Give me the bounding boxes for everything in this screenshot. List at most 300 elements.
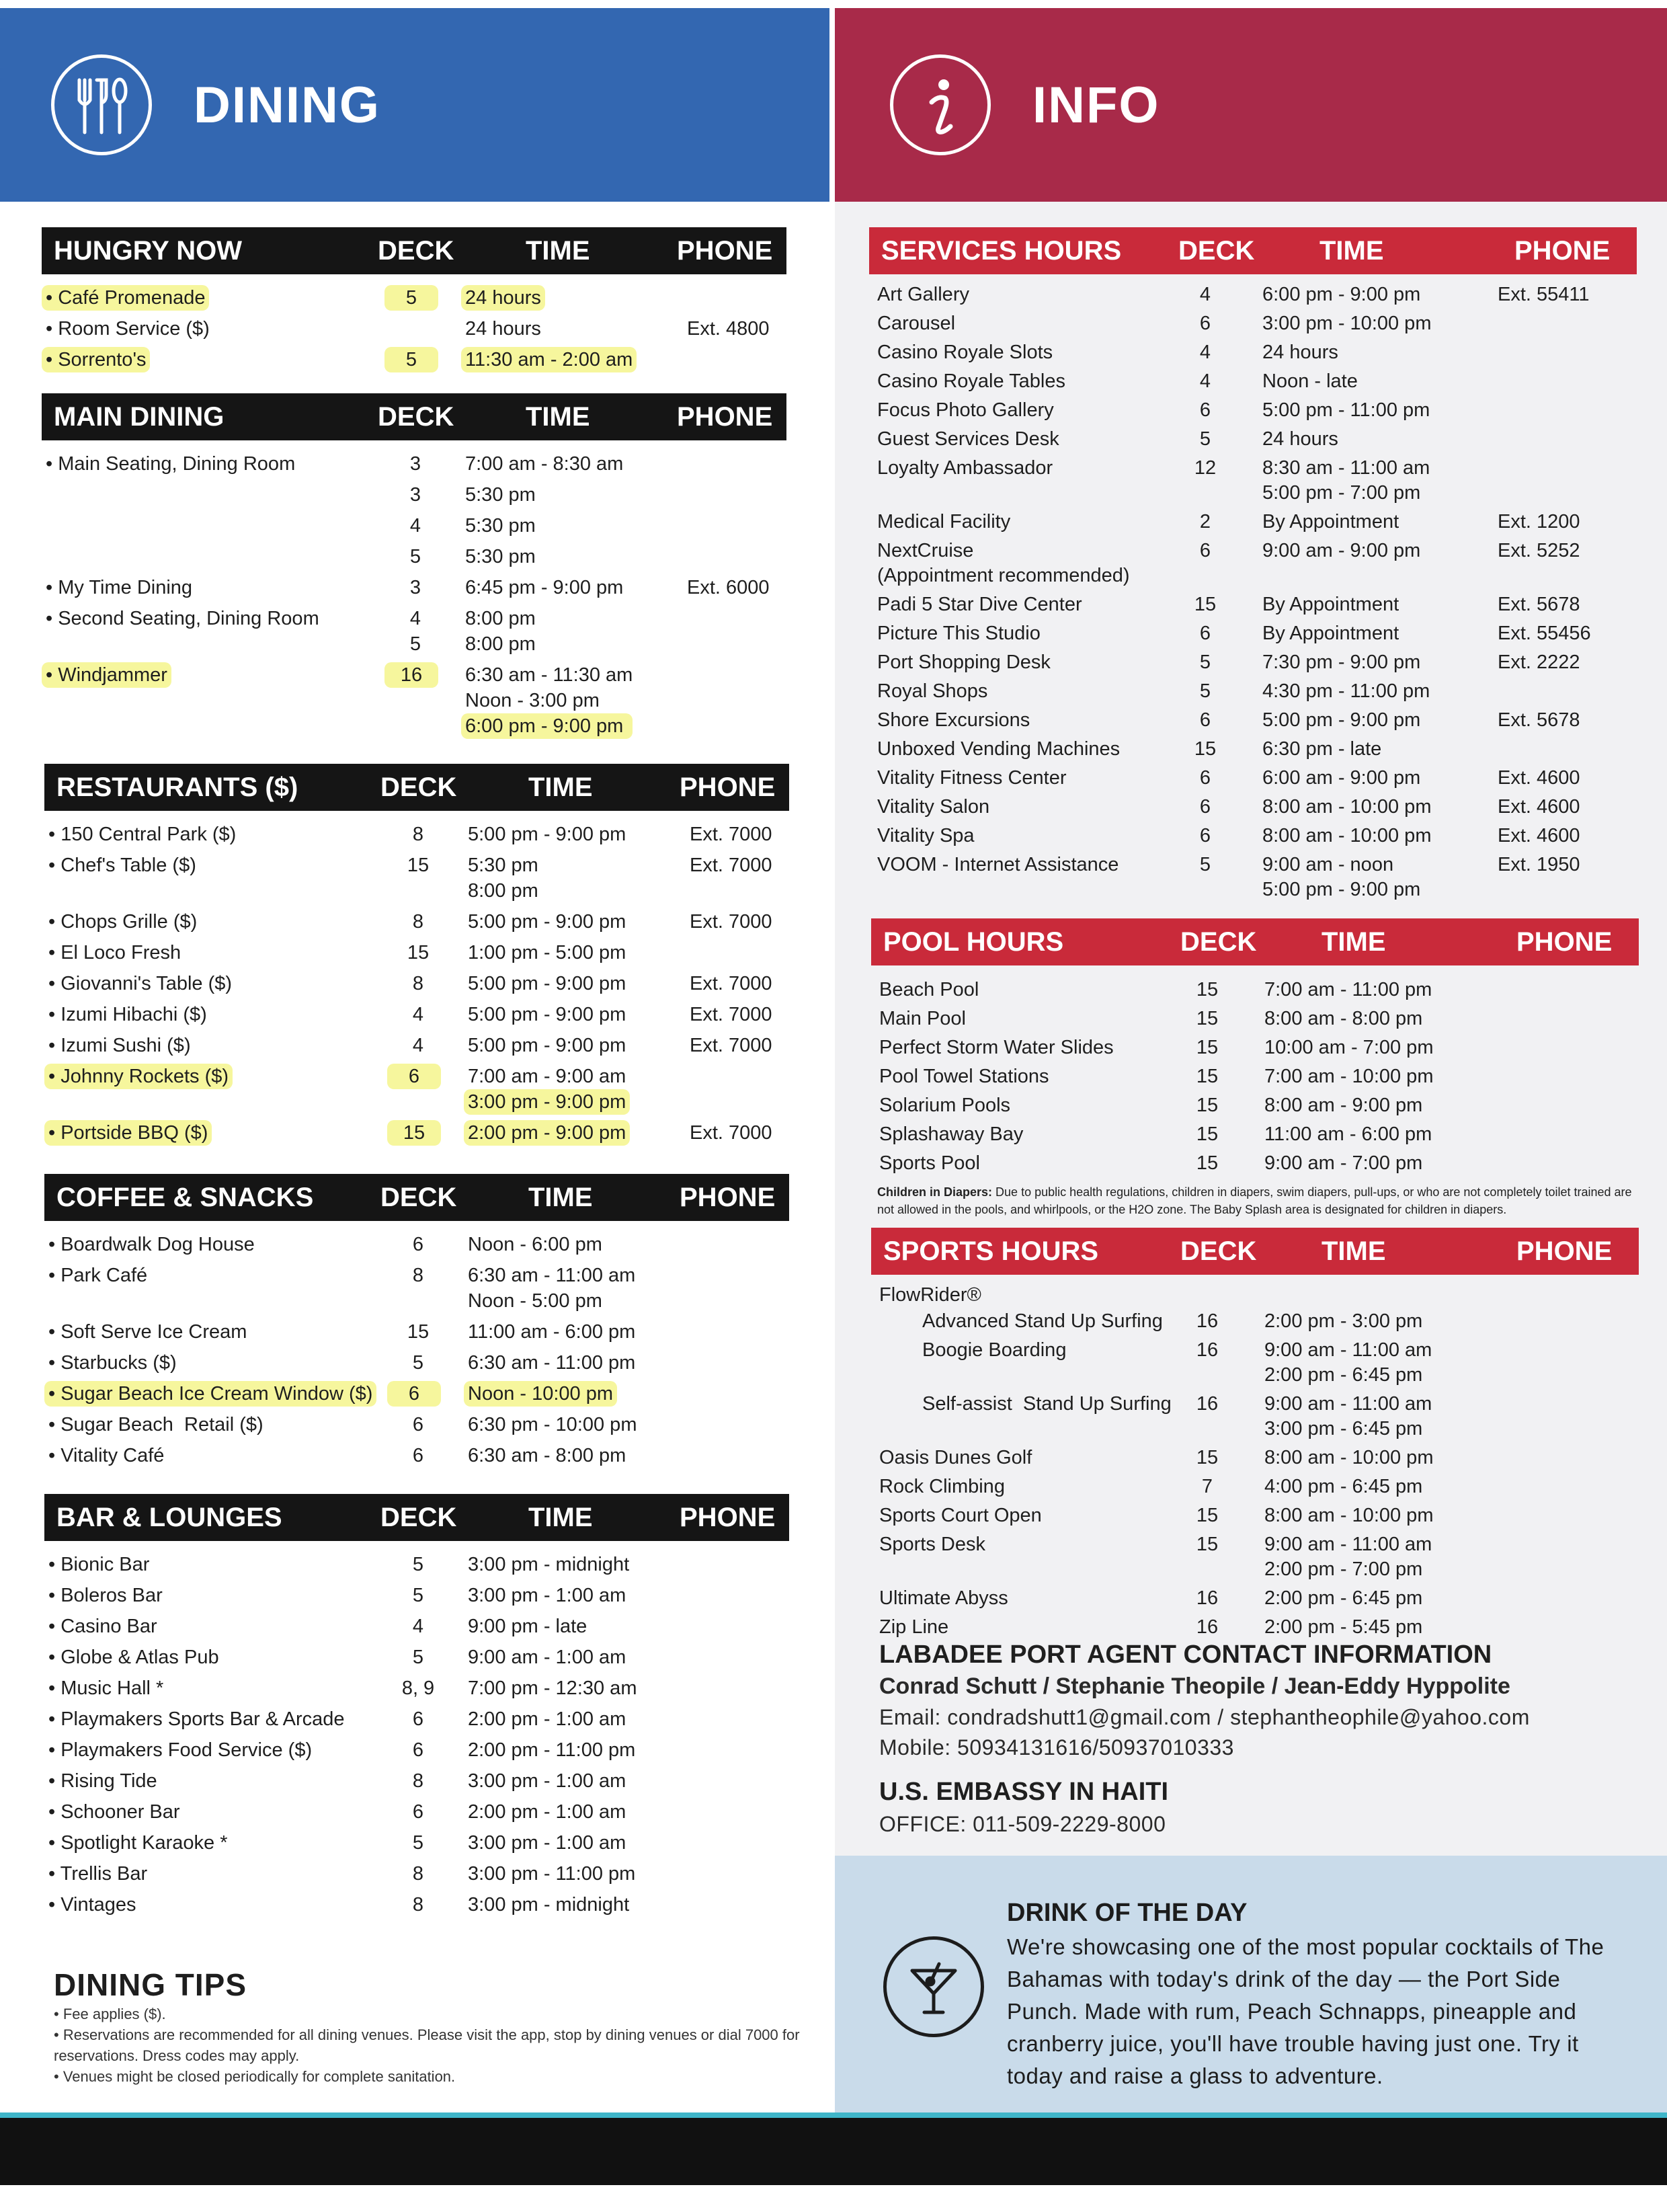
row-name: Casino Royale Tables (877, 370, 1065, 392)
row-phone: Ext. 7000 (690, 824, 772, 845)
row-deck: 8 (412, 973, 424, 994)
row-name: • Izumi Hibachi ($) (48, 1004, 207, 1025)
time-line: 11:30 am - 2:00 am (461, 347, 637, 372)
time-line: 24 hours (465, 318, 541, 340)
time-line: 6:45 pm - 9:00 pm (465, 577, 624, 598)
table-row (42, 606, 786, 657)
row-name: • Trellis Bar (48, 1863, 148, 1885)
row-time (1262, 766, 1420, 791)
row-deck: 6 (412, 1445, 424, 1466)
table-row (44, 1675, 789, 1701)
time-line: 6:30 am - 8:00 pm (468, 1445, 626, 1466)
table-row (869, 427, 1637, 452)
drink-of-the-day (835, 1856, 1667, 2112)
time-line: 2:00 pm - 5:45 pm (1264, 1616, 1423, 1638)
row-deck: 6 (387, 1381, 441, 1407)
row-name: • Playmakers Sports Bar & Arcade (48, 1708, 345, 1730)
embassy-title: U.S. EMBASSY IN HAITI (879, 1778, 1169, 1806)
row-name: • 150 Central Park ($) (48, 824, 237, 845)
table-row (44, 1799, 789, 1825)
cocktail-icon (883, 1936, 984, 2037)
row-time (1264, 1586, 1422, 1611)
row-time (468, 1830, 626, 1856)
header-cell: PHONE (677, 401, 773, 432)
time-line: 6:00 pm - 9:00 pm (1262, 284, 1421, 305)
time-line: 8:00 pm (468, 880, 538, 902)
row-deck: 16 (1196, 1339, 1219, 1361)
row-time (1264, 1446, 1433, 1470)
table-row (871, 1035, 1639, 1060)
row-time (1262, 824, 1431, 848)
row-phone: Ext. 4600 (1498, 825, 1580, 846)
row-deck: 8 (412, 1265, 424, 1286)
row-deck: 15 (1196, 1152, 1219, 1174)
row-deck: 16 (1196, 1310, 1219, 1332)
row-name: • Boardwalk Dog House (48, 1234, 255, 1255)
row-phone: Ext. 5678 (1498, 709, 1580, 731)
row-deck: 8, 9 (401, 1677, 435, 1699)
row-deck: 3 (409, 577, 421, 598)
table-row (871, 978, 1639, 1002)
footer-bar (0, 2118, 1667, 2185)
time-line: 5:00 pm - 9:00 pm (468, 824, 626, 845)
table-row (42, 316, 786, 342)
row-deck: 15 (387, 1120, 441, 1146)
row-time (468, 1350, 635, 1376)
table-row (871, 1446, 1639, 1470)
row-name: • El Loco Fresh (48, 942, 181, 963)
table-row (869, 621, 1637, 646)
row-time (468, 909, 626, 935)
table-row (44, 1830, 789, 1856)
table-row (42, 285, 786, 311)
info-title: INFO (1032, 76, 1160, 134)
row-name: • Sugar Beach Ice Cream Window ($) (44, 1381, 376, 1407)
children-note-text: Due to public health regulations, children in diapers, swim diapers, pull-ups, or who are not completely toilet trained are not allowed in the pools, and whirlpools, or the H2O zone. The Baby Splash area is designated for children in diapers. (877, 1185, 1632, 1216)
row-name: • Sugar Beach Retail ($) (48, 1414, 263, 1435)
row-time (1262, 340, 1338, 365)
table-row (871, 1392, 1639, 1441)
row-deck: 8 (412, 1863, 424, 1885)
row-time (1264, 1309, 1422, 1334)
header-cell: TIME (1322, 1236, 1386, 1266)
table-row (44, 1645, 789, 1670)
row-name: • Vitality Café (48, 1445, 165, 1466)
row-name: Oasis Dunes Golf (879, 1447, 1032, 1468)
row-time (468, 1768, 626, 1794)
time-line: 3:00 pm - 1:00 am (468, 1585, 626, 1606)
row-time (1264, 1122, 1432, 1147)
row-deck: 16 (1196, 1393, 1219, 1415)
row-phone: Ext. 55411 (1498, 284, 1590, 305)
row-deck: 15 (407, 1321, 430, 1343)
labadee-email: Email: condradshutt1@gmail.com / stephantheophile@yahoo.com (879, 1705, 1530, 1729)
row-deck: 15 (1196, 1066, 1219, 1087)
row-name: • Windjammer (42, 662, 171, 688)
tip-item: • Fee applies ($). (54, 2006, 166, 2022)
services-section (869, 227, 1637, 902)
table-row (44, 1120, 789, 1146)
row-name: Splashaway Bay (879, 1123, 1024, 1145)
table-row (869, 311, 1637, 336)
time-line: 3:00 pm - midnight (468, 1554, 630, 1575)
table-row (44, 940, 789, 965)
time-line: 6:00 am - 9:00 pm (1262, 767, 1421, 789)
header-cell: POOL HOURS (883, 926, 1064, 957)
drink-text: We're showcasing one of the most popular cocktails of The Bahamas with today's drink of the day — the Port Side Punch. Made with rum, Peach Schnapps, pineapple and cranberry juice, you'll have trouble having just one. Try it today and raise a glass to adventure. (1007, 1934, 1604, 2088)
header-cell: DECK (378, 235, 454, 266)
row-time (1262, 650, 1420, 675)
flowrider-label: FlowRider® (879, 1284, 981, 1306)
time-line: 2:00 pm - 1:00 am (468, 1708, 626, 1730)
row-deck: 5 (384, 347, 438, 372)
time-line: 8:30 am - 11:00 am (1262, 457, 1430, 479)
row-time (1262, 398, 1430, 423)
table-row (44, 1412, 789, 1437)
row-time (465, 316, 541, 342)
header-cell: SPORTS HOURS (883, 1236, 1099, 1266)
table-row (44, 822, 789, 847)
footer-margin (0, 2185, 1667, 2212)
table-row (871, 1503, 1639, 1528)
row-time (468, 1614, 587, 1639)
row-name: • Casino Bar (48, 1616, 157, 1637)
time-line: Noon - 6:00 pm (468, 1234, 602, 1255)
time-line: 5:00 pm - 9:00 pm (1262, 709, 1421, 731)
table-row (44, 1002, 789, 1027)
row-name: Self-assist Stand Up Surfing (922, 1393, 1172, 1415)
time-line: 6:30 am - 11:00 pm (468, 1352, 636, 1374)
table-row (44, 1064, 789, 1115)
time-line: 2:00 pm - 1:00 am (468, 1801, 626, 1823)
header-cell: TIME (528, 1182, 593, 1212)
row-name: Padi 5 Star Dive Center (877, 594, 1082, 615)
time-line: 7:00 am - 8:30 am (465, 453, 624, 475)
time-line: 10:00 am - 7:00 pm (1264, 1037, 1434, 1058)
table-row (44, 1232, 789, 1257)
row-name: Pool Towel Stations (879, 1066, 1049, 1087)
row-time (468, 1645, 626, 1670)
row-time (468, 1412, 637, 1437)
row-time (1264, 1338, 1432, 1388)
time-line: 5:00 pm - 11:00 pm (1262, 399, 1430, 421)
time-line: 9:00 am - 1:00 am (468, 1647, 626, 1668)
row-name: Focus Photo Gallery (877, 399, 1054, 421)
row-time (1262, 592, 1399, 617)
time-line: 8:00 am - 9:00 pm (1264, 1095, 1423, 1116)
row-name: Unboxed Vending Machines (877, 738, 1121, 760)
time-line: 8:00 am - 8:00 pm (1264, 1008, 1423, 1029)
time-line: Noon - late (1262, 370, 1358, 392)
time-line: 8:00 pm (465, 633, 536, 655)
time-line: 2:00 pm - 9:00 pm (464, 1120, 630, 1146)
row-time (468, 1002, 626, 1027)
time-line: Noon - 10:00 pm (464, 1381, 617, 1407)
table-row (44, 1737, 789, 1763)
header-cell: PHONE (680, 1502, 776, 1532)
time-line: 2:00 pm - 11:00 pm (468, 1739, 636, 1761)
time-line: 9:00 am - 11:00 am (1264, 1534, 1432, 1555)
row-deck: 5 (412, 1352, 424, 1374)
row-name: NextCruise (Appointment recommended) (877, 540, 1130, 586)
time-line: 5:00 pm - 9:00 pm (468, 911, 626, 933)
row-deck: 15 (407, 855, 430, 876)
table-row (44, 1350, 789, 1376)
table-row (869, 708, 1637, 733)
table-row (42, 513, 786, 539)
table-row (42, 575, 786, 600)
row-time (1262, 737, 1381, 762)
row-deck: 4 5 (409, 608, 421, 655)
table-row (42, 451, 786, 477)
row-time (1262, 708, 1420, 733)
sports-section (871, 1228, 1639, 1640)
info-icon (890, 54, 991, 155)
time-line: 9:00 pm - late (468, 1616, 587, 1637)
row-time (468, 1737, 635, 1763)
row-deck: 16 (384, 662, 438, 688)
row-time (1264, 1392, 1432, 1441)
row-deck: 7 (1201, 1476, 1213, 1497)
row-name: VOOM - Internet Assistance (877, 854, 1119, 875)
row-time (465, 575, 623, 600)
children-note-label: Children in Diapers: (877, 1185, 993, 1199)
time-line: By Appointment (1262, 511, 1399, 532)
time-line: 9:00 am - 7:00 pm (1264, 1152, 1423, 1174)
row-deck: 8 (412, 1770, 424, 1792)
table-row (871, 1006, 1639, 1031)
table-row (44, 909, 789, 935)
row-name: Port Shopping Desk (877, 651, 1051, 673)
coffee-header (44, 1174, 789, 1221)
row-deck: 8 (412, 911, 424, 933)
row-time (465, 451, 623, 477)
row-phone: Ext. 55456 (1498, 623, 1591, 644)
row-name: • Spotlight Karaoke * (48, 1832, 228, 1854)
row-name: • Izumi Sushi ($) (48, 1035, 191, 1056)
pool-section (871, 918, 1639, 1176)
time-line: 3:00 pm - 11:00 pm (468, 1863, 636, 1885)
time-line: 5:30 pm (465, 484, 536, 506)
row-deck: 15 (1196, 1008, 1219, 1029)
time-line: By Appointment (1262, 594, 1399, 615)
time-line: 2:00 pm - 3:00 pm (1264, 1310, 1423, 1332)
table-row (44, 1033, 789, 1058)
time-line: 1:00 pm - 5:00 pm (468, 942, 626, 963)
time-line: Noon - 5:00 pm (468, 1290, 602, 1312)
row-deck: 4 (412, 1004, 424, 1025)
time-line: 8:00 am - 10:00 pm (1264, 1447, 1434, 1468)
time-line: 5:30 pm (468, 855, 538, 876)
row-deck: 4 (1199, 370, 1211, 392)
dining-tips-title: DINING TIPS (54, 1967, 247, 2002)
row-deck: 5 (412, 1832, 424, 1854)
row-name: • Vintages (48, 1894, 136, 1915)
table-row (871, 1093, 1639, 1118)
row-time (1262, 369, 1358, 394)
time-line: 7:00 am - 11:00 pm (1264, 979, 1432, 1000)
table-row (869, 650, 1637, 675)
header-cell: PHONE (1514, 235, 1611, 266)
row-phone: Ext. 1200 (1498, 511, 1580, 532)
row-deck: 5 (1199, 651, 1211, 673)
time-line: 5:00 pm - 9:00 pm (468, 1004, 626, 1025)
table-row (44, 1614, 789, 1639)
row-name: Picture This Studio (877, 623, 1041, 644)
row-time (468, 1583, 626, 1608)
row-phone: Ext. 7000 (690, 855, 772, 876)
time-line: 2:00 pm - 6:45 pm (1264, 1587, 1423, 1609)
row-deck: 6 (1199, 623, 1211, 644)
row-deck: 15 (1194, 738, 1217, 760)
table-row (871, 1615, 1639, 1640)
row-deck: 15 (1196, 1123, 1219, 1145)
row-time (468, 1552, 629, 1577)
table-row (871, 1338, 1639, 1388)
time-line: 3:00 pm - 9:00 pm (464, 1089, 630, 1115)
labadee-names: Conrad Schutt / Stephanie Theopile / Jean-Eddy Hyppolite (879, 1673, 1510, 1699)
row-time (1262, 456, 1430, 506)
table-row (869, 853, 1637, 902)
row-time (1264, 1035, 1433, 1060)
row-deck: 6 (1199, 313, 1211, 334)
row-name: Rock Climbing (879, 1476, 1005, 1497)
time-line: 6:30 pm - late (1262, 738, 1382, 760)
table-row (869, 456, 1637, 506)
row-phone: Ext. 4600 (1498, 796, 1580, 818)
labadee-contact (879, 1641, 1652, 1837)
time-line: 9:00 am - 11:00 am (1264, 1393, 1432, 1415)
time-line: 7:00 am - 10:00 pm (1264, 1066, 1434, 1087)
header-cell: PHONE (680, 772, 776, 802)
table-row (44, 1583, 789, 1608)
time-line: 3:00 pm - 6:45 pm (1264, 1418, 1423, 1439)
row-name: • Chef's Table ($) (48, 855, 196, 876)
labadee-title: LABADEE PORT AGENT CONTACT INFORMATION (879, 1641, 1492, 1669)
row-deck: 4 (412, 1616, 424, 1637)
embassy-office: OFFICE: 011-509-2229-8000 (879, 1812, 1166, 1836)
row-name: • Sorrento's (42, 347, 150, 372)
row-name: Vitality Spa (877, 825, 975, 846)
row-phone: Ext. 7000 (690, 1004, 772, 1025)
time-line: 6:30 am - 11:30 am (465, 664, 633, 686)
table-row (44, 853, 789, 904)
row-deck: 15 (1196, 1095, 1219, 1116)
time-line: 7:00 am - 9:00 am (468, 1066, 626, 1087)
time-line: 5:00 pm - 9:00 pm (468, 973, 626, 994)
time-line: 9:00 am - noon (1262, 854, 1394, 875)
table-row (869, 539, 1637, 588)
row-deck: 8 (412, 824, 424, 845)
fork-knife-icon (51, 54, 152, 155)
table-row (44, 1892, 789, 1918)
row-time (468, 1064, 630, 1115)
row-time (468, 1892, 629, 1918)
row-deck: 3 (409, 484, 421, 506)
row-name: Sports Pool (879, 1152, 980, 1174)
hungry_now-header (42, 227, 786, 274)
row-time (1262, 539, 1420, 563)
time-line: 8:00 am - 10:00 pm (1264, 1505, 1434, 1526)
row-time (1262, 427, 1338, 452)
time-line: 4:00 pm - 6:45 pm (1264, 1476, 1423, 1497)
row-time (468, 1120, 630, 1146)
table-row (44, 1319, 789, 1345)
row-deck: 15 (1196, 979, 1219, 1000)
time-line: 7:00 pm - 12:30 am (468, 1677, 637, 1699)
row-deck: 6 (412, 1708, 424, 1730)
row-deck: 5 (412, 1647, 424, 1668)
header-cell: DECK (380, 1502, 457, 1532)
row-deck: 6 (1199, 709, 1211, 731)
row-name: Boogie Boarding (922, 1339, 1067, 1361)
row-name: Main Pool (879, 1008, 966, 1029)
row-phone: Ext. 7000 (690, 1035, 772, 1056)
header-cell: PHONE (677, 235, 773, 266)
row-deck: 4 (1199, 342, 1211, 363)
table-row (44, 971, 789, 996)
dining-title: DINING (194, 76, 380, 134)
row-time (1262, 679, 1430, 704)
table-row (871, 1474, 1639, 1499)
row-deck: 12 (1194, 457, 1217, 479)
row-deck: 15 (1194, 594, 1217, 615)
row-time (1264, 978, 1432, 1002)
dining-tips-list (54, 2004, 807, 2087)
row-phone: Ext. 1950 (1498, 854, 1580, 875)
row-name: • Chops Grille ($) (48, 911, 198, 933)
row-name: Ultimate Abyss (879, 1587, 1008, 1609)
children-note (877, 1183, 1650, 1218)
row-name: • Globe & Atlas Pub (48, 1647, 219, 1668)
row-name: Guest Services Desk (877, 428, 1059, 450)
main-dining-section (42, 393, 786, 739)
header-cell: TIME (528, 772, 593, 802)
row-name: Carousel (877, 313, 956, 334)
row-time (1264, 1093, 1422, 1118)
row-name: • Schooner Bar (48, 1801, 180, 1823)
row-deck: 6 (1199, 540, 1211, 561)
table-row (44, 1381, 789, 1407)
row-name: • Café Promenade (42, 285, 209, 311)
row-time (465, 285, 545, 311)
row-deck: 5 (412, 1554, 424, 1575)
time-line: By Appointment (1262, 623, 1399, 644)
row-name: Zip Line (879, 1616, 949, 1638)
time-line: 6:00 pm - 9:00 pm (461, 713, 633, 739)
row-time (1264, 1503, 1433, 1528)
row-name: Shore Excursions (877, 709, 1030, 731)
time-line: 3:00 pm - 1:00 am (468, 1832, 626, 1854)
row-deck: 5 (384, 285, 438, 311)
row-phone: Ext. 4800 (687, 318, 770, 340)
time-line: 24 hours (461, 285, 545, 311)
row-time (1262, 795, 1431, 820)
row-deck: 2 (1199, 511, 1211, 532)
table-row (869, 766, 1637, 791)
row-time (1262, 621, 1399, 646)
row-time (468, 1263, 635, 1314)
row-deck: 15 (1196, 1447, 1219, 1468)
table-row (871, 1151, 1639, 1176)
table-row (869, 824, 1637, 848)
row-deck: 5 (1199, 428, 1211, 450)
table-row (869, 282, 1637, 307)
row-name: Art Gallery (877, 284, 969, 305)
pool-header (871, 918, 1639, 965)
row-time (1264, 1615, 1422, 1640)
header-cell: DECK (1180, 926, 1257, 957)
